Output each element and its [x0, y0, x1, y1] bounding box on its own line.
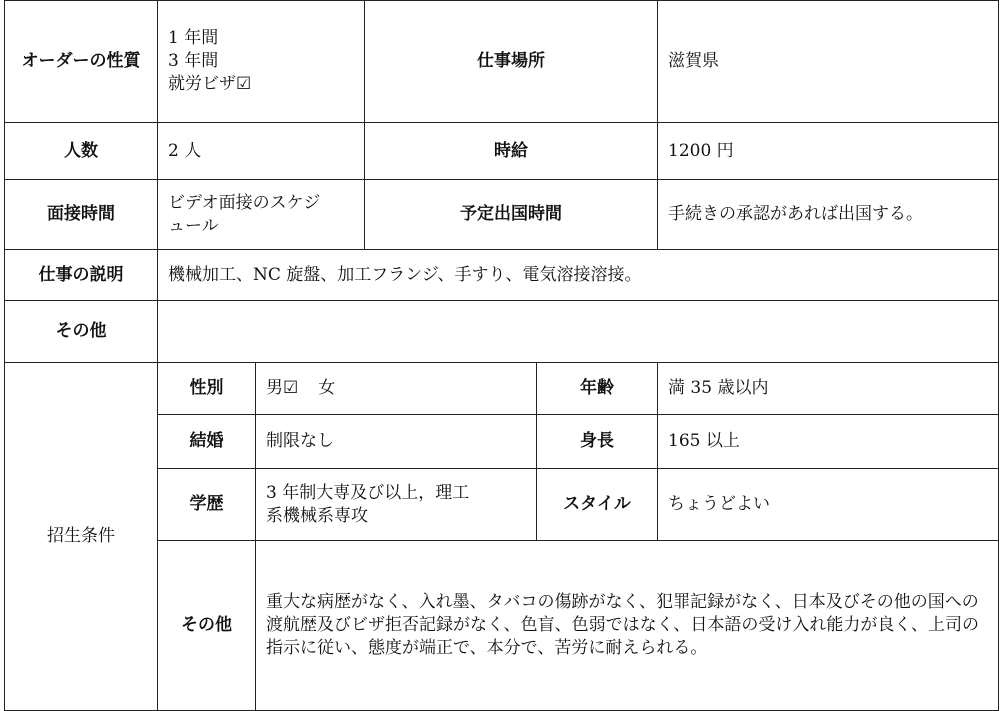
order-line-2: 3 年間 [168, 51, 219, 72]
gender-male: 男☑ [266, 378, 299, 399]
headcount-value: 2 人 [158, 123, 365, 180]
education-value [256, 469, 537, 541]
misc-label: その他 [5, 301, 158, 363]
job-order-table [4, 0, 999, 711]
row-interview [5, 180, 999, 250]
workplace-value: 滋賀県 [658, 1, 999, 123]
recruit-other-label: その他 [158, 541, 256, 711]
departure-value: 手続きの承認があれば出国する。 [658, 180, 999, 250]
gender-value [256, 363, 537, 415]
interview-line-2: ュール [168, 215, 219, 236]
order-line-3: 就労ビザ☑ [168, 73, 252, 94]
gender-female: 女 [318, 378, 336, 399]
workplace-label: 仕事場所 [365, 1, 658, 123]
education-line-1: 3 年制大専及び以上，理工 [266, 482, 470, 503]
departure-label: 予定出国時間 [365, 180, 658, 250]
education-label: 学歴 [158, 469, 256, 541]
interview-label: 面接時間 [5, 180, 158, 250]
interview-line-1: ビデオ面接のスケジ [168, 192, 321, 213]
misc-value [158, 301, 999, 363]
height-value: 165 以上 [658, 415, 999, 469]
recruit-label: 招生条件 [5, 363, 158, 711]
order-label: オーダーの性質 [5, 1, 158, 123]
row-order [5, 1, 999, 123]
style-value: ちょうどよい [658, 469, 999, 541]
headcount-label: 人数 [5, 123, 158, 180]
style-label: スタイル [537, 469, 658, 541]
job-desc-value: 機械加工、NC 旋盤、加工フランジ、手すり、電気溶接溶接。 [158, 250, 999, 301]
education-line-2: 系機械系専攻 [266, 505, 368, 526]
marriage-value: 制限なし [256, 415, 537, 469]
height-label: 身長 [537, 415, 658, 469]
order-value [158, 1, 365, 123]
gender-label: 性別 [158, 363, 256, 415]
row-job-desc [5, 250, 999, 301]
wage-label: 時給 [365, 123, 658, 180]
job-desc-label: 仕事の説明 [5, 250, 158, 301]
recruit-other-value: 重大な病歴がなく、入れ墨、タバコの傷跡がなく、犯罪記録がなく、日本及びその他の国への渡航歴及びビザ拒否記録がなく、色盲、色弱ではなく、日本語の受け入れ能力が良く、上司の指示に従い、態度が端正で、本分で、苦労に耐えられる。 [256, 541, 999, 711]
interview-value [158, 180, 365, 250]
wage-value: 1200 円 [658, 123, 999, 180]
age-value: 満 35 歳以内 [658, 363, 999, 415]
marriage-label: 結婚 [158, 415, 256, 469]
age-label: 年齢 [537, 363, 658, 415]
row-misc [5, 301, 999, 363]
row-headcount [5, 123, 999, 180]
row-gender [5, 363, 999, 415]
order-line-1: 1 年間 [168, 28, 219, 49]
